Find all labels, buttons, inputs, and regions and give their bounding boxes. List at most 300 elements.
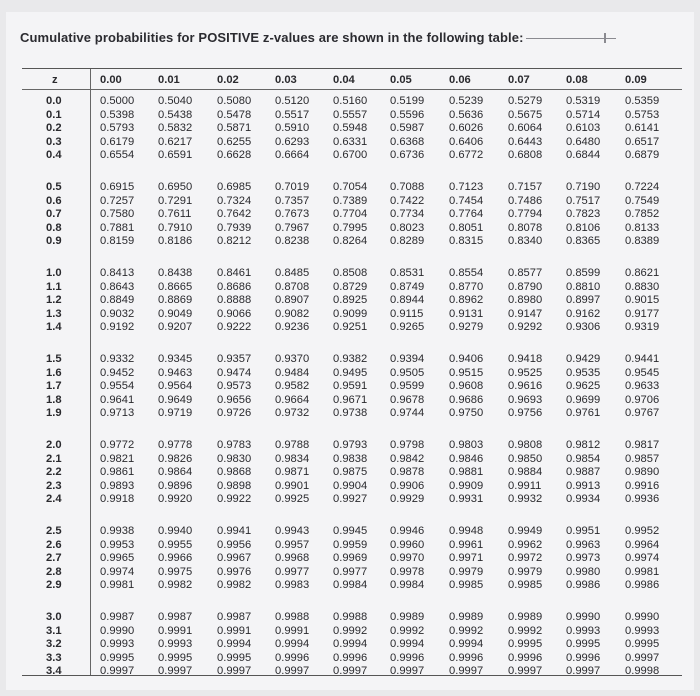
probability-cell: 0.6664: [275, 149, 310, 161]
probability-cell: 0.9382: [333, 353, 368, 365]
probability-cell: 0.6480: [566, 135, 601, 148]
probability-cell: 0.5319: [566, 95, 601, 107]
z-value: 2.8: [46, 565, 62, 578]
probability-cell: 0.9984: [390, 579, 425, 591]
probability-cell: 0.7257: [100, 194, 135, 207]
probability-cell: 0.9850: [508, 452, 543, 465]
probability-cell: 0.6026: [449, 122, 484, 134]
probability-cell: 0.7517: [566, 194, 601, 207]
probability-cell: 0.9992: [390, 624, 425, 637]
probability-cell: 0.9177: [625, 307, 660, 320]
probability-cell: 0.8997: [566, 294, 601, 306]
probability-cell: 0.9961: [449, 538, 484, 551]
probability-cell: 0.7123: [449, 181, 484, 193]
probability-cell: 0.6700: [333, 149, 368, 161]
z-value: 3.2: [46, 638, 62, 650]
z-column-header: z: [52, 74, 58, 86]
column-header: 0.07: [508, 74, 530, 86]
probability-cell: 0.9960: [390, 538, 425, 551]
probability-cell: 0.9641: [100, 393, 135, 406]
column-divider: [90, 69, 91, 675]
probability-cell: 0.6808: [508, 149, 543, 161]
probability-cell: 0.9996: [333, 651, 368, 664]
probability-cell: 0.7642: [217, 208, 252, 220]
probability-cell: 0.8749: [390, 280, 425, 293]
probability-cell: 0.9099: [333, 307, 368, 320]
probability-cell: 0.9997: [275, 665, 310, 677]
probability-cell: 0.9463: [158, 366, 193, 379]
probability-cell: 0.9989: [508, 611, 543, 623]
probability-cell: 0.7852: [625, 208, 660, 220]
probability-cell: 0.9982: [217, 579, 252, 591]
probability-cell: 0.7422: [390, 194, 425, 207]
column-header: 0.08: [566, 74, 588, 86]
probability-cell: 0.9192: [100, 321, 135, 333]
probability-cell: 0.9854: [566, 452, 601, 465]
probability-cell: 0.9997: [158, 665, 193, 677]
probability-cell: 0.9147: [508, 307, 543, 320]
probability-cell: 0.8621: [625, 267, 660, 279]
probability-cell: 0.9993: [566, 624, 601, 637]
probability-cell: 0.5596: [390, 108, 425, 121]
probability-cell: 0.9633: [625, 380, 660, 392]
probability-cell: 0.8264: [333, 235, 368, 247]
column-header: 0.04: [333, 74, 355, 86]
probability-cell: 0.9015: [625, 294, 660, 306]
probability-cell: 0.9484: [275, 366, 310, 379]
z-value: 1.9: [46, 407, 62, 419]
probability-cell: 0.9970: [390, 552, 425, 564]
probability-cell: 0.9992: [449, 624, 484, 637]
probability-cell: 0.9649: [158, 393, 193, 406]
probability-cell: 0.9616: [508, 380, 543, 392]
probability-cell: 0.9948: [449, 525, 484, 537]
probability-cell: 0.9985: [449, 579, 484, 591]
probability-cell: 0.9996: [508, 651, 543, 664]
probability-cell: 0.7157: [508, 181, 543, 193]
probability-cell: 0.5517: [275, 108, 310, 121]
probability-cell: 0.8106: [566, 221, 601, 234]
probability-cell: 0.7673: [275, 208, 310, 220]
probability-cell: 0.9798: [390, 439, 425, 451]
probability-cell: 0.9838: [333, 452, 368, 465]
probability-cell: 0.7967: [275, 221, 310, 234]
probability-cell: 0.8212: [217, 235, 252, 247]
probability-cell: 0.9906: [390, 479, 425, 492]
probability-cell: 0.6255: [217, 135, 252, 148]
probability-cell: 0.9995: [217, 651, 252, 664]
probability-cell: 0.8708: [275, 280, 310, 293]
probability-cell: 0.5000: [100, 95, 135, 107]
probability-cell: 0.9927: [333, 493, 368, 505]
probability-cell: 0.8830: [625, 280, 660, 293]
probability-cell: 0.9986: [625, 579, 660, 591]
probability-cell: 0.9474: [217, 366, 252, 379]
probability-cell: 0.7823: [566, 208, 601, 220]
probability-cell: 0.9994: [449, 638, 484, 650]
probability-cell: 0.9887: [566, 466, 601, 478]
probability-cell: 0.9951: [566, 525, 601, 537]
probability-cell: 0.7611: [158, 208, 192, 220]
probability-cell: 0.5793: [100, 122, 135, 134]
z-value: 1.5: [46, 353, 62, 365]
probability-cell: 0.9931: [449, 493, 484, 505]
column-header: 0.03: [275, 74, 297, 86]
probability-cell: 0.9656: [217, 393, 252, 406]
probability-cell: 0.9965: [100, 552, 135, 564]
probability-cell: 0.8577: [508, 267, 543, 279]
header-divider: [22, 89, 682, 90]
column-header: 0.05: [390, 74, 412, 86]
probability-cell: 0.9893: [100, 479, 135, 492]
probability-cell: 0.6517: [625, 135, 660, 148]
probability-cell: 0.9756: [508, 407, 543, 419]
probability-cell: 0.6443: [508, 135, 543, 148]
probability-cell: 0.9994: [275, 638, 310, 650]
probability-cell: 0.6591: [158, 149, 193, 161]
probability-cell: 0.5714: [566, 108, 601, 121]
probability-cell: 0.7088: [390, 181, 425, 193]
probability-cell: 0.9918: [100, 493, 135, 505]
probability-cell: 0.9706: [625, 393, 660, 406]
probability-cell: 0.9946: [390, 525, 425, 537]
probability-cell: 0.6141: [625, 122, 660, 134]
probability-cell: 0.9913: [566, 479, 601, 492]
probability-cell: 0.7019: [275, 181, 310, 193]
probability-cell: 0.9943: [275, 525, 310, 537]
probability-cell: 0.9962: [508, 538, 543, 551]
probability-cell: 0.5040: [158, 95, 193, 107]
probability-cell: 0.8051: [449, 221, 484, 234]
z-value: 1.6: [46, 366, 62, 379]
column-header: 0.01: [158, 74, 180, 86]
probability-cell: 0.9864: [158, 466, 193, 478]
probability-cell: 0.8980: [508, 294, 543, 306]
probability-cell: 0.9332: [100, 353, 135, 365]
probability-cell: 0.5948: [333, 122, 368, 134]
probability-cell: 0.6915: [100, 181, 135, 193]
probability-cell: 0.8485: [275, 267, 310, 279]
probability-cell: 0.9726: [217, 407, 252, 419]
probability-cell: 0.9881: [449, 466, 484, 478]
probability-cell: 0.9319: [625, 321, 660, 333]
probability-cell: 0.9990: [100, 624, 135, 637]
probability-cell: 0.9599: [390, 380, 425, 392]
probability-cell: 0.8962: [449, 294, 484, 306]
probability-cell: 0.6064: [508, 122, 543, 134]
probability-cell: 0.9834: [275, 452, 310, 465]
z-value: 1.3: [46, 307, 62, 320]
probability-cell: 0.9713: [100, 407, 135, 419]
probability-cell: 0.7881: [100, 221, 135, 234]
probability-cell: 0.5910: [275, 122, 310, 134]
probability-cell: 0.9554: [100, 380, 135, 392]
probability-cell: 0.9996: [566, 651, 601, 664]
probability-cell: 0.6103: [566, 122, 601, 134]
probability-cell: 0.6772: [449, 149, 484, 161]
probability-cell: 0.9993: [625, 624, 660, 637]
z-value: 0.1: [46, 108, 62, 121]
probability-cell: 0.7324: [217, 194, 252, 207]
probability-cell: 0.9975: [158, 565, 193, 578]
probability-cell: 0.9968: [275, 552, 310, 564]
probability-cell: 0.9429: [566, 353, 601, 365]
probability-cell: 0.9988: [333, 611, 368, 623]
probability-cell: 0.9997: [100, 665, 135, 677]
probability-cell: 0.9693: [508, 393, 543, 406]
probability-cell: 0.9977: [333, 565, 368, 578]
probability-cell: 0.9826: [158, 452, 193, 465]
probability-cell: 0.9495: [333, 366, 368, 379]
probability-cell: 0.7549: [625, 194, 660, 207]
z-value: 2.1: [46, 452, 62, 465]
probability-cell: 0.9608: [449, 380, 484, 392]
probability-cell: 0.9236: [275, 321, 310, 333]
probability-cell: 0.9738: [333, 407, 368, 419]
probability-cell: 0.9279: [449, 321, 484, 333]
probability-cell: 0.9996: [390, 651, 425, 664]
probability-cell: 0.8849: [100, 294, 135, 306]
probability-cell: 0.9994: [390, 638, 425, 650]
z-value: 0.4: [46, 149, 62, 161]
probability-cell: 0.9830: [217, 452, 252, 465]
z-value: 0.3: [46, 135, 62, 148]
probability-cell: 0.5987: [390, 122, 425, 134]
probability-cell: 0.9664: [275, 393, 310, 406]
z-value: 2.2: [46, 466, 62, 478]
probability-cell: 0.9767: [625, 407, 660, 419]
probability-cell: 0.9082: [275, 307, 310, 320]
probability-cell: 0.9890: [625, 466, 660, 478]
probability-cell: 0.9932: [508, 493, 543, 505]
probability-cell: 0.5199: [390, 95, 425, 107]
probability-cell: 0.9938: [100, 525, 135, 537]
probability-cell: 0.9997: [625, 651, 660, 664]
probability-cell: 0.9989: [390, 611, 425, 623]
probability-cell: 0.5871: [217, 122, 252, 134]
probability-cell: 0.9974: [100, 565, 135, 578]
probability-cell: 0.9974: [625, 552, 660, 564]
probability-cell: 0.9678: [390, 393, 425, 406]
probability-cell: 0.9934: [566, 493, 601, 505]
probability-cell: 0.9222: [217, 321, 252, 333]
probability-cell: 0.9979: [449, 565, 484, 578]
probability-cell: 0.9991: [158, 624, 193, 637]
probability-cell: 0.9980: [566, 565, 601, 578]
probability-cell: 0.6844: [566, 149, 601, 161]
probability-cell: 0.9911: [508, 479, 542, 492]
z-value: 1.1: [46, 280, 62, 293]
probability-cell: 0.7486: [508, 194, 543, 207]
probability-cell: 0.7910: [158, 221, 193, 234]
z-value: 1.8: [46, 393, 62, 406]
probability-cell: 0.9922: [217, 493, 252, 505]
probability-cell: 0.9986: [566, 579, 601, 591]
probability-cell: 0.9901: [275, 479, 310, 492]
probability-cell: 0.9812: [566, 439, 601, 451]
probability-cell: 0.9573: [217, 380, 252, 392]
probability-cell: 0.9896: [158, 479, 193, 492]
probability-cell: 0.6293: [275, 135, 310, 148]
probability-cell: 0.8078: [508, 221, 543, 234]
probability-cell: 0.9115: [390, 307, 424, 320]
probability-cell: 0.9441: [625, 353, 660, 365]
probability-cell: 0.5478: [217, 108, 252, 121]
probability-cell: 0.8289: [390, 235, 425, 247]
probability-cell: 0.9990: [625, 611, 660, 623]
probability-cell: 0.9406: [449, 353, 484, 365]
probability-cell: 0.9976: [217, 565, 252, 578]
probability-cell: 0.8133: [625, 221, 660, 234]
z-value: 1.7: [46, 380, 62, 392]
probability-cell: 0.9995: [566, 638, 601, 650]
z-value: 0.8: [46, 221, 62, 234]
probability-cell: 0.7224: [625, 181, 660, 193]
probability-cell: 0.7704: [333, 208, 368, 220]
probability-cell: 0.9292: [508, 321, 543, 333]
probability-cell: 0.9997: [217, 665, 252, 677]
probability-cell: 0.8925: [333, 294, 368, 306]
probability-cell: 0.7054: [333, 181, 368, 193]
probability-cell: 0.9957: [275, 538, 310, 551]
probability-cell: 0.9994: [217, 638, 252, 650]
probability-cell: 0.9732: [275, 407, 310, 419]
probability-cell: 0.8665: [158, 280, 193, 293]
probability-cell: 0.9868: [217, 466, 252, 478]
probability-cell: 0.9945: [333, 525, 368, 537]
decorative-line: [526, 38, 616, 39]
probability-cell: 0.9997: [390, 665, 425, 677]
probability-cell: 0.9131: [449, 307, 484, 320]
probability-cell: 0.9920: [158, 493, 193, 505]
probability-cell: 0.8686: [217, 280, 252, 293]
z-value: 0.6: [46, 194, 62, 207]
probability-cell: 0.9898: [217, 479, 252, 492]
probability-cell: 0.9998: [625, 665, 660, 677]
probability-cell: 0.9370: [275, 353, 310, 365]
probability-cell: 0.5636: [449, 108, 484, 121]
probability-cell: 0.8315: [449, 235, 484, 247]
probability-cell: 0.9967: [217, 552, 252, 564]
probability-cell: 0.9162: [566, 307, 601, 320]
probability-cell: 0.8790: [508, 280, 543, 293]
probability-cell: 0.9959: [333, 538, 368, 551]
probability-cell: 0.9699: [566, 393, 601, 406]
z-value: 2.6: [46, 538, 62, 551]
probability-cell: 0.8531: [390, 267, 425, 279]
probability-cell: 0.7794: [508, 208, 543, 220]
probability-cell: 0.9936: [625, 493, 660, 505]
probability-cell: 0.9991: [275, 624, 310, 637]
z-value: 0.0: [46, 95, 62, 107]
probability-cell: 0.9991: [217, 624, 252, 637]
z-value: 2.3: [46, 479, 62, 492]
z-value: 2.9: [46, 579, 62, 591]
probability-cell: 0.9985: [508, 579, 543, 591]
probability-cell: 0.9964: [625, 538, 660, 551]
probability-cell: 0.5160: [333, 95, 368, 107]
probability-cell: 0.6736: [390, 149, 425, 161]
probability-cell: 0.9066: [217, 307, 252, 320]
probability-cell: 0.9803: [449, 439, 484, 451]
probability-cell: 0.9995: [508, 638, 543, 650]
probability-cell: 0.5675: [508, 108, 543, 121]
probability-cell: 0.9963: [566, 538, 601, 551]
probability-cell: 0.9418: [508, 353, 543, 365]
z-value: 3.1: [46, 624, 62, 637]
z-value: 1.0: [46, 267, 62, 279]
probability-cell: 0.9992: [508, 624, 543, 637]
probability-cell: 0.9750: [449, 407, 484, 419]
probability-cell: 0.8810: [566, 280, 601, 293]
probability-cell: 0.9875: [333, 466, 368, 478]
probability-cell: 0.9956: [217, 538, 252, 551]
probability-cell: 0.6628: [217, 149, 252, 161]
probability-cell: 0.8023: [390, 221, 425, 234]
probability-cell: 0.9982: [158, 579, 193, 591]
probability-cell: 0.8643: [100, 280, 135, 293]
probability-cell: 0.5753: [625, 108, 660, 121]
probability-cell: 0.8365: [566, 235, 601, 247]
probability-cell: 0.5120: [275, 95, 310, 107]
column-header: 0.09: [625, 74, 647, 86]
z-value: 2.5: [46, 525, 62, 537]
probability-cell: 0.9582: [275, 380, 310, 392]
probability-cell: 0.8888: [217, 294, 252, 306]
probability-cell: 0.9987: [217, 611, 252, 623]
z-value: 2.7: [46, 552, 62, 564]
probability-cell: 0.6950: [158, 181, 193, 193]
probability-cell: 0.6879: [625, 149, 660, 161]
probability-cell: 0.9857: [625, 452, 660, 465]
probability-cell: 0.7580: [100, 208, 135, 220]
z-value: 3.4: [46, 665, 62, 677]
probability-cell: 0.6331: [333, 135, 368, 148]
probability-cell: 0.9793: [333, 439, 368, 451]
probability-cell: 0.9817: [625, 439, 660, 451]
probability-cell: 0.8729: [333, 280, 368, 293]
probability-cell: 0.9955: [158, 538, 193, 551]
z-value: 3.3: [46, 651, 62, 664]
probability-cell: 0.9993: [158, 638, 193, 650]
probability-cell: 0.9788: [275, 439, 310, 451]
probability-cell: 0.9994: [333, 638, 368, 650]
probability-cell: 0.8907: [275, 294, 310, 306]
probability-cell: 0.9778: [158, 439, 193, 451]
probability-cell: 0.7357: [275, 194, 310, 207]
document-page: [6, 12, 694, 690]
probability-cell: 0.9969: [333, 552, 368, 564]
z-table: [22, 68, 682, 676]
probability-cell: 0.9979: [508, 565, 543, 578]
probability-cell: 0.9625: [566, 380, 601, 392]
probability-cell: 0.5398: [100, 108, 135, 121]
probability-cell: 0.9989: [449, 611, 484, 623]
probability-cell: 0.8186: [158, 235, 193, 247]
page-title: Cumulative probabilities for POSITIVE z-values are shown in the following table:: [20, 30, 524, 45]
probability-cell: 0.9995: [625, 638, 660, 650]
probability-cell: 0.9357: [217, 353, 252, 365]
probability-cell: 0.9884: [508, 466, 543, 478]
probability-cell: 0.8944: [390, 294, 425, 306]
probability-cell: 0.9515: [449, 366, 484, 379]
probability-cell: 0.9878: [390, 466, 425, 478]
probability-cell: 0.6368: [390, 135, 425, 148]
probability-cell: 0.9861: [100, 466, 135, 478]
probability-cell: 0.9966: [158, 552, 193, 564]
probability-cell: 0.5080: [217, 95, 252, 107]
probability-cell: 0.9929: [390, 493, 425, 505]
